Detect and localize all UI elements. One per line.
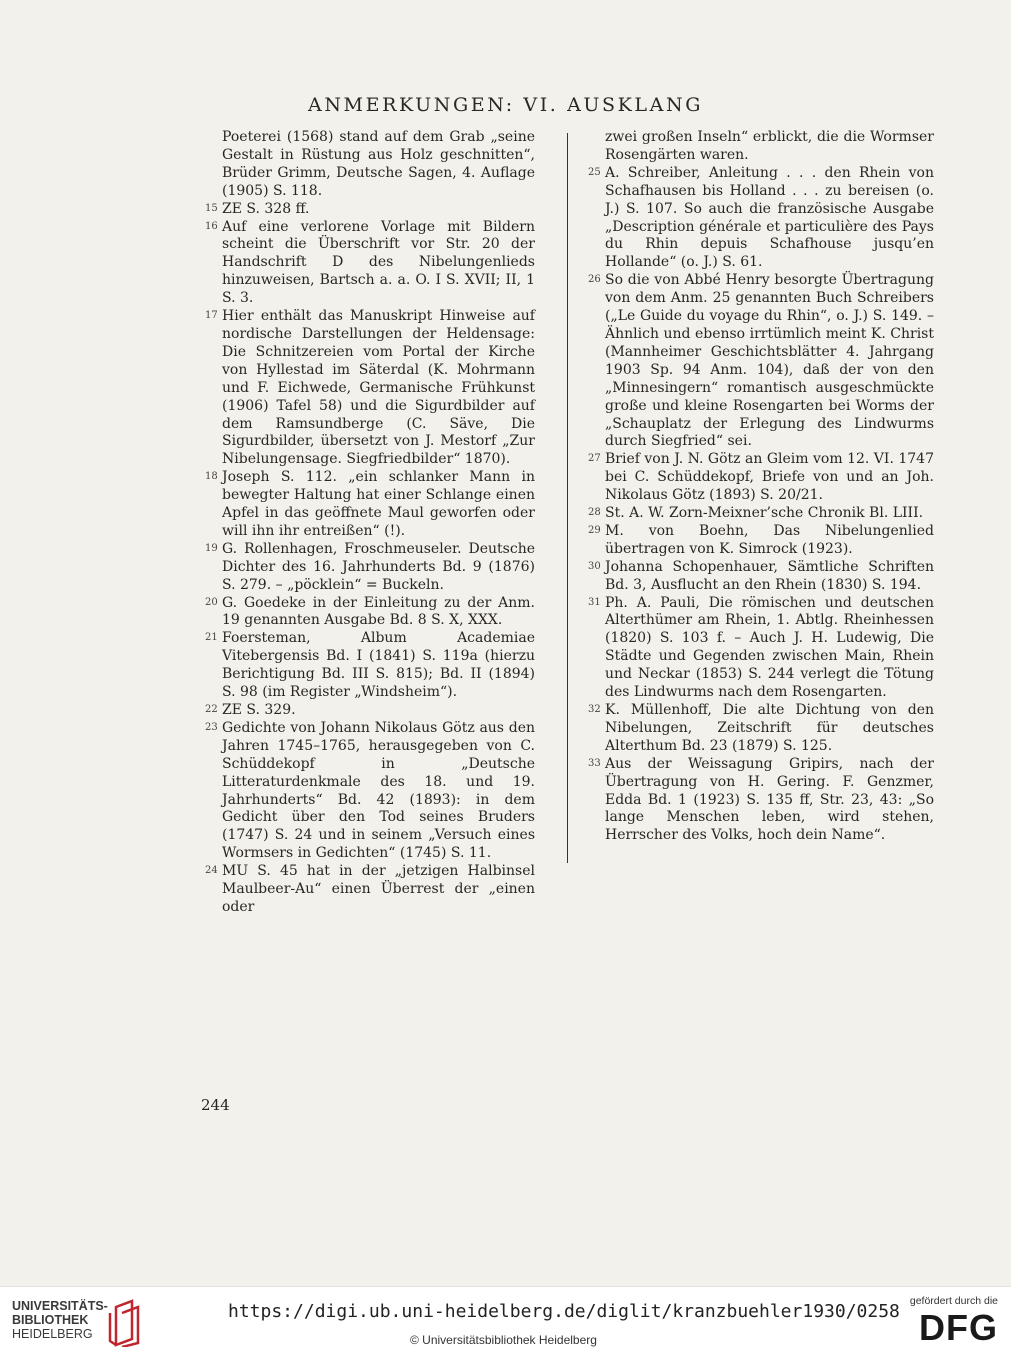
footnote-number: 18 — [205, 471, 218, 483]
footnote-20 — [205, 595, 535, 631]
footnote-number: 23 — [205, 721, 218, 733]
footnote-text: Poeterei (1568) stand auf dem Grab „seine Gestalt in Rüstung aus Holz geschnitten“, Brüder Grimm, Deutsche Sagen, 4. Auflage (1905) S. 118. — [222, 129, 535, 199]
library-name — [12, 1299, 108, 1341]
dfg-logo-icon: DFG — [919, 1307, 998, 1348]
footnote-17 — [205, 308, 535, 469]
footnote-31 — [588, 595, 934, 702]
right-notes-column — [588, 129, 934, 845]
column-divider — [567, 133, 568, 863]
left-notes-column — [205, 129, 535, 917]
footnote-23 — [205, 720, 535, 863]
footnote-number: 25 — [588, 166, 601, 178]
library-logo[interactable] — [12, 1299, 152, 1349]
footnote-18 — [205, 469, 535, 541]
footnote-text: Aus der Weissagung Gripirs, nach der Übertragung von H. Gering. F. Genzmer, Edda Bd. 1 (1923) S. 135 ff, Str. 23, 43: „So lange Menschen leben, wird stehen, Herrscher des Volks, hoch dein Name“. — [605, 755, 934, 844]
footnote-number: 15 — [205, 202, 218, 214]
footnote-number: 22 — [205, 704, 218, 715]
footnote-continuation — [205, 129, 535, 201]
library-name-line1: UNIVERSITÄTS- — [12, 1299, 108, 1313]
footnote-24 — [205, 863, 535, 917]
footnote-number: 16 — [205, 220, 218, 232]
footnote-continuation — [588, 129, 934, 165]
viewer-footer — [0, 1286, 1011, 1359]
running-head: ANMERKUNGEN: VI. AUSKLANG — [308, 94, 703, 116]
copyright-notice: © Universitätsbibliothek Heidelberg — [410, 1333, 597, 1347]
footnote-26 — [588, 272, 934, 451]
footnote-text: G. Goedeke in der Einleitung zu der Anm. 19 genannten Ausgabe Bd. 8 S. X, XXX. — [222, 594, 535, 629]
footnote-number: 19 — [205, 542, 218, 554]
footnote-32 — [588, 702, 934, 756]
footnote-number: 31 — [588, 596, 601, 608]
footnote-21 — [205, 630, 535, 702]
page-number: 244 — [201, 1096, 230, 1114]
funder-caption: gefördert durch die — [909, 1295, 998, 1307]
footnote-text: Gedichte von Johann Nikolaus Götz aus den Jahren 1745–1765, herausgegeben von C. Schüddekopf in „Deutsche Litteraturdenkmale des 18. und 19. Jahrhunderts“ Bd. 42 (1893): in dem Gedicht über den Tod seines Bruders (1747) S. 24 und in seinem „Versuch eines Wormsers in Gedichten“ (1745) S. 11. — [222, 719, 535, 862]
footnote-text: MU S. 45 hat in der „jetzigen Halbinsel Maulbeer-Au“ einen Überrest der „einen oder — [222, 863, 535, 915]
footnote-text: A. Schreiber, Anleitung . . . den Rhein von Schafhausen bis Holland . . . zu bereisen (o. J.) S. 107. So auch die französische Ausgabe „Description générale et particulière des Pays du Rhin depuis Schafhouse jusqu’en Hollande“ (o. J.) S. 61. — [605, 164, 934, 271]
footnote-33 — [588, 756, 934, 846]
footnote-25 — [588, 165, 934, 272]
footnote-30 — [588, 559, 934, 595]
footnote-text: Hier enthält das Manuskript Hinweise auf nordische Darstellungen der Heldensage: Die Schnitzereien vom Portal der Kirche von Hyllestad im Säterdal (K. Mohrmann und F. Eichwede, Germanische Frühkunst (1906) Tafel 58) und die Sigurdbilder auf dem Ramsundberge (C. Säve, Die Sigurdbilder, übersetzt von J. Mestorf „Zur Nibelungensage. Siegfriedbilder“ 1870). — [222, 308, 535, 468]
footnote-text: Auf eine verlorene Vorlage mit Bildern scheint die Überschrift vor Str. 20 der Handschrift D des Nibelungenlieds hinzuweisen, Bartsch a. a. O. I S. XVII; II, 1 S. 3. — [222, 218, 535, 307]
footnote-text: Joseph S. 112. „ein schlanker Mann in bewegter Haltung hat einer Schlange einen Apfel in das geöffnete Maul geworfen oder will ihn ihr entreißen“ (!). — [222, 469, 535, 539]
footnote-text: St. A. W. Zorn-Meixner’sche Chronik Bl. LIII. — [605, 505, 924, 522]
library-name-line3: HEIDELBERG — [12, 1327, 93, 1341]
footnote-number: 29 — [588, 524, 601, 536]
footnote-number: 20 — [205, 596, 218, 608]
footnote-text: zwei großen Inseln“ erblickt, die die Wormser Rosengärten waren. — [605, 129, 934, 163]
permalink-url[interactable]: https://digi.ub.uni-heidelberg.de/diglit/kranzbuehler1930/0258 — [228, 1301, 900, 1322]
footnote-number: 32 — [588, 704, 601, 715]
footnote-text: M. von Boehn, Das Nibelungenlied übertragen von K. Simrock (1923). — [605, 522, 934, 557]
footnote-number: 30 — [588, 560, 601, 572]
footnote-28 — [588, 505, 934, 523]
footnote-text: ZE S. 328 ff. — [222, 200, 310, 217]
footnote-19 — [205, 541, 535, 595]
footnote-text: K. Müllenhoff, Die alte Dichtung von den Nibelungen, Zeitschrift für deutsches Alterthum Bd. 23 (1879) S. 125. — [605, 702, 934, 754]
footnote-number: 21 — [205, 632, 218, 644]
footnote-text: Brief von J. N. Götz an Gleim vom 12. VI. 1747 bei C. Schüddekopf, Briefe von und an Joh. Nikolaus Götz (1893) S. 20/21. — [605, 451, 934, 504]
footnote-29 — [588, 523, 934, 559]
footnote-27 — [588, 451, 934, 505]
footnote-text: So die von Abbé Henry besorgte Übertragung von dem Anm. 25 genannten Buch Schreibers („Le Guide du voyage du Rhin“, o. J.) S. 149. – Ähnlich und ebenso irrtümlich meint K. Christ (Mannheimer Geschichtsblätter 4. Jahrgang 1903 Sp. 94 Anm. 104), daß der von den „Minnesingern“ romantisch ausgeschmückte große und kleine Rosengarten bei Worms der „Schauplatz der Erlegung des Lindwurms durch Siegfried“ sei. — [605, 272, 934, 450]
footnote-number: 28 — [588, 507, 601, 519]
footnote-number: 27 — [588, 453, 601, 465]
footnote-text: ZE S. 329. — [222, 702, 296, 718]
footnote-number: 24 — [205, 865, 218, 877]
footnote-number: 17 — [205, 310, 218, 322]
footnote-16 — [205, 219, 535, 309]
footnote-number: 26 — [588, 274, 601, 286]
footnote-15 — [205, 201, 535, 219]
library-name-line2: BIBLIOTHEK — [12, 1313, 89, 1327]
footnote-text: Foersteman, Album Academiae Vitebergensis Bd. I (1841) S. 119a (hierzu Berichtigung Bd. III S. 815); Bd. II (1894) S. 98 (im Register „Windsheim“). — [222, 630, 535, 701]
footnote-text: G. Rollenhagen, Froschmeuseler. Deutsche Dichter des 16. Jahrhunderts Bd. 9 (1876) S. 279. – „pöcklein“ = Buckeln. — [222, 540, 535, 593]
footnote-text: Johanna Schopenhauer, Sämtliche Schriften Bd. 3, Ausflucht an den Rhein (1830) S. 194. — [605, 558, 934, 593]
footnote-22 — [205, 702, 535, 720]
funder-logo[interactable] — [898, 1295, 998, 1351]
footnote-text: Ph. A. Pauli, Die römischen und deutschen Alterthümer am Rhein, 1. Abtlg. Rheinhessen (1820) S. 103 f. – Auch J. H. Ludewig, Die Städte und Gegenden zwischen Main, Rhein und Neckar (1853) S. 244 verlegt die Tötung des Lindwurms nach dem Rosengarten. — [605, 594, 934, 701]
footnote-number: 33 — [588, 757, 601, 769]
library-emblem-icon — [102, 1299, 150, 1347]
